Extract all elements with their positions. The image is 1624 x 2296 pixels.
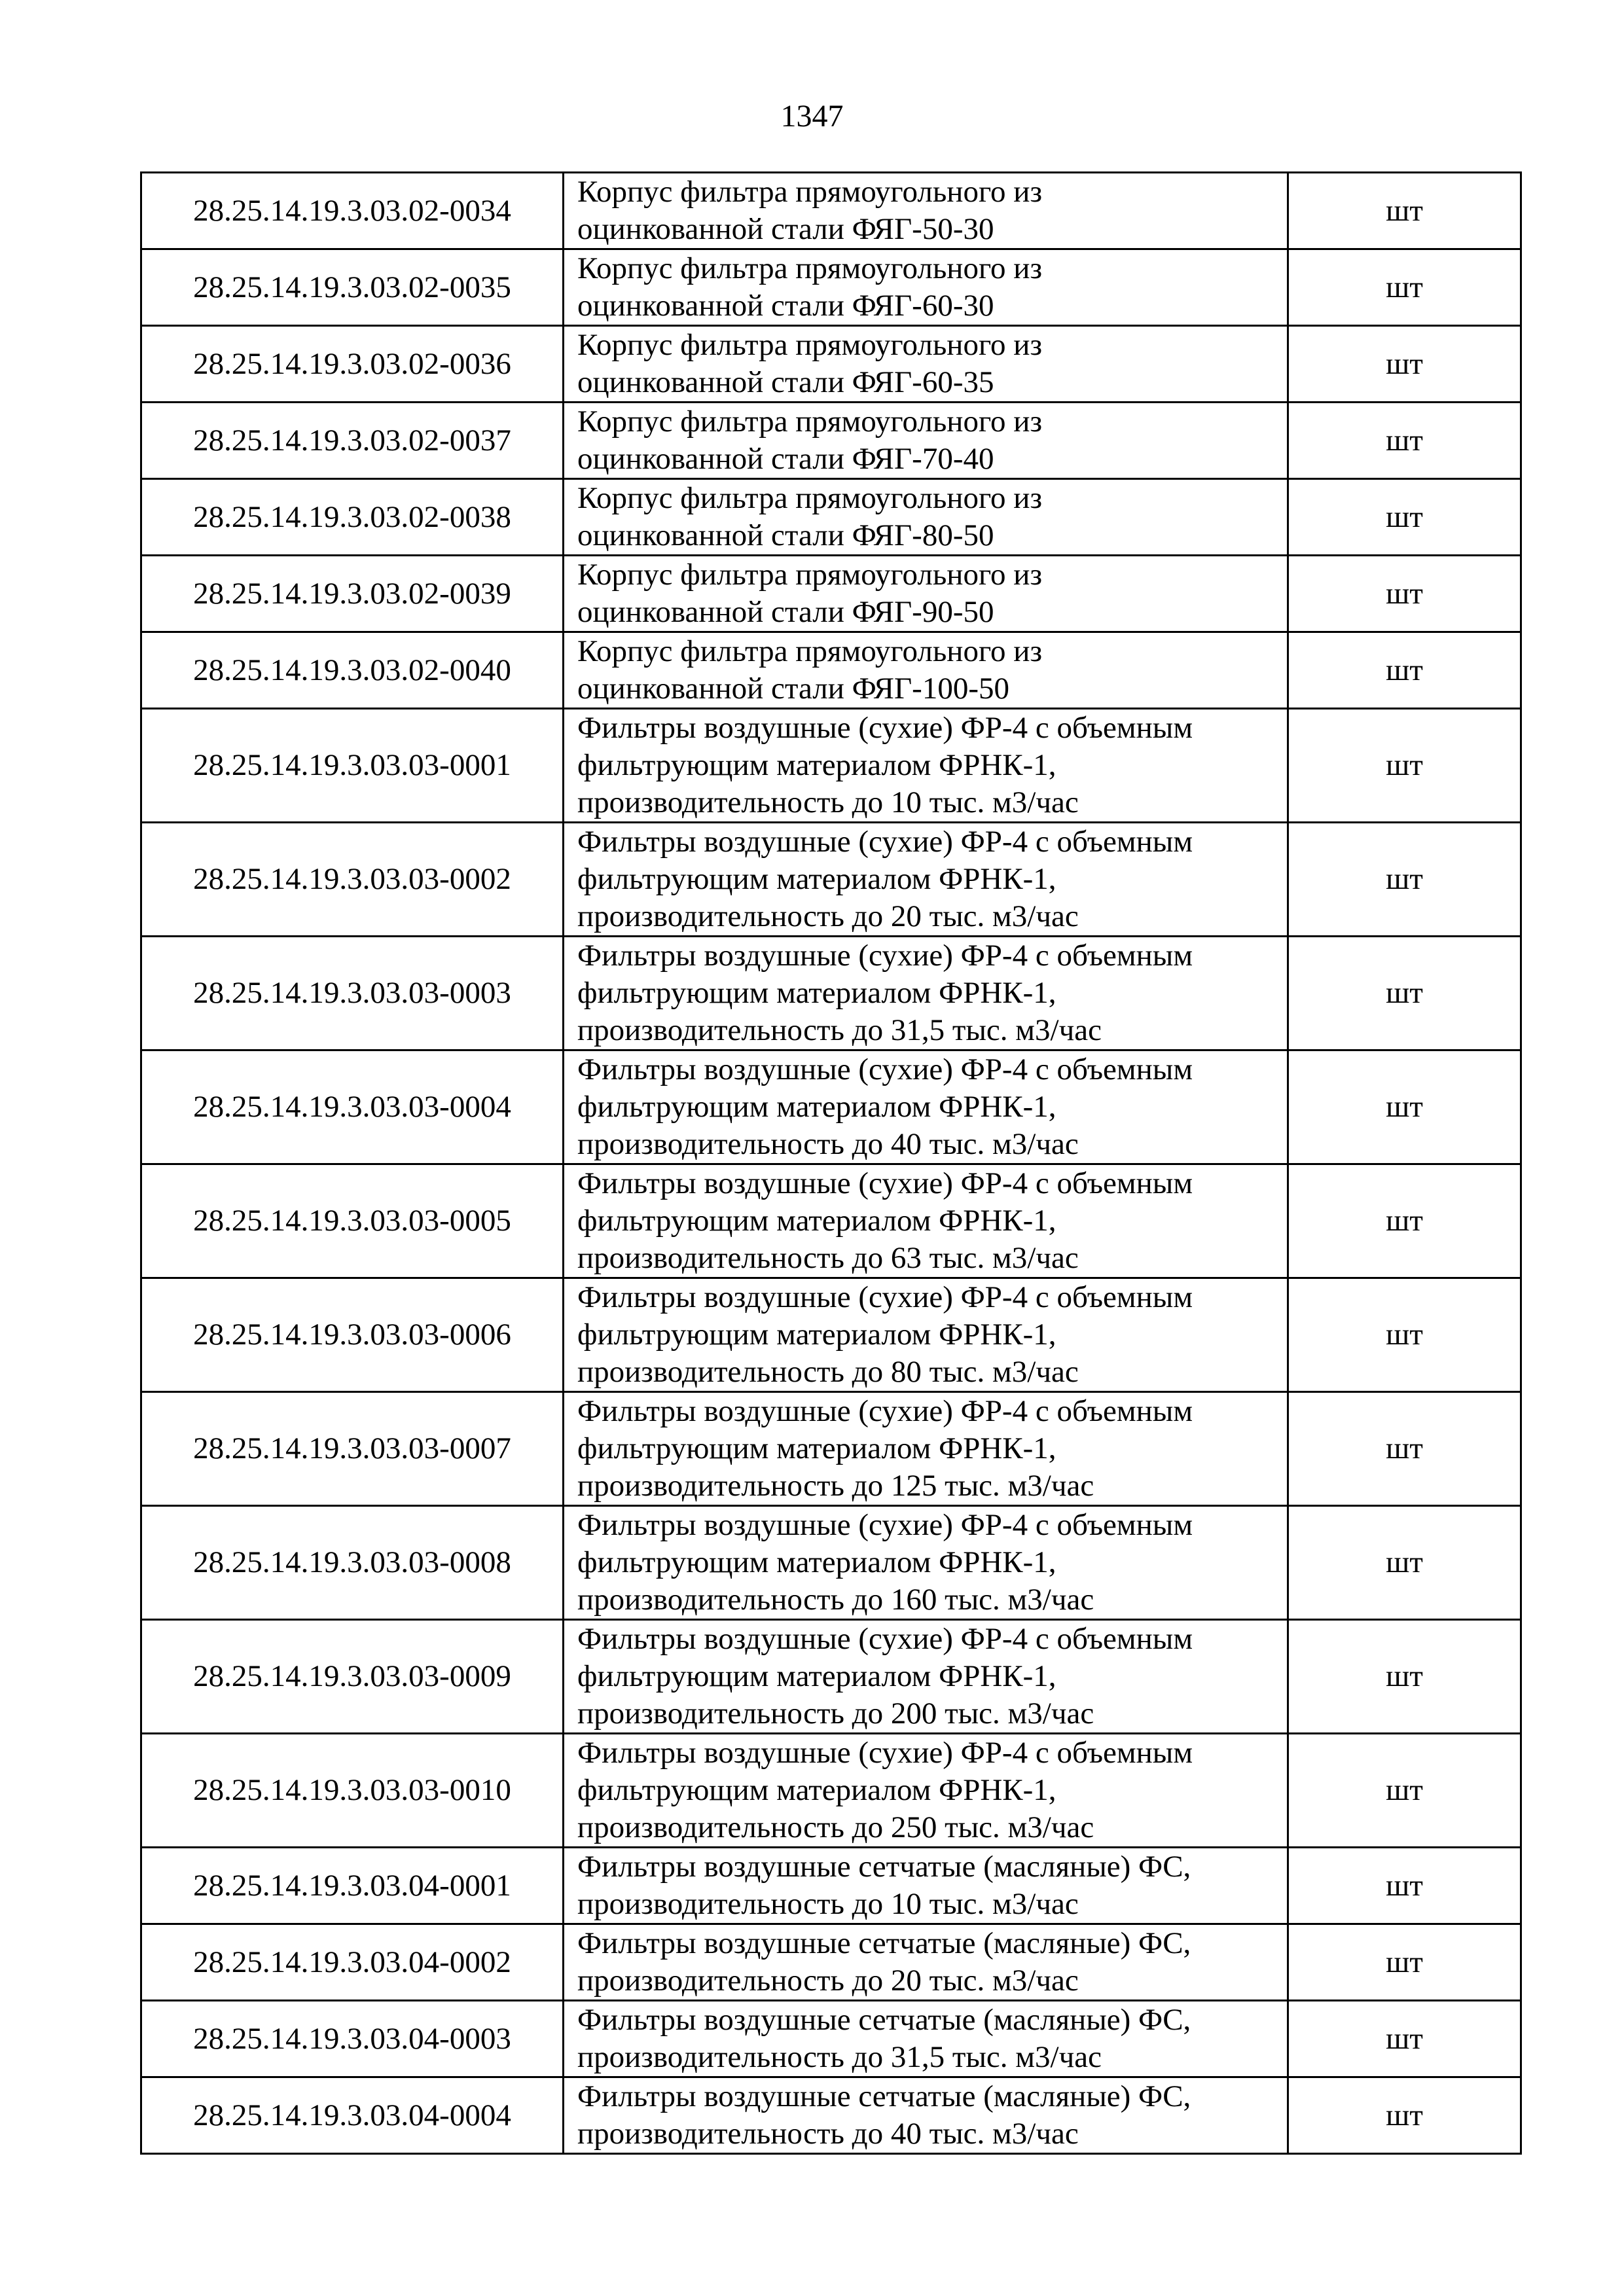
item-description-line: фильтрующим материалом ФРНК-1, [577,1659,1056,1693]
item-description-line: Фильтры воздушные (сухие) ФР-4 с объемным [577,1280,1193,1314]
item-description-line: производительность до 200 тыс. м3/час [577,1696,1094,1731]
item-description-line: Фильтры воздушные сетчатые (масляные) ФС, [577,1926,1191,1960]
item-code-cell: 28.25.14.19.3.03.04-0002 [141,1924,564,2001]
catalog-table-body [141,173,1521,2154]
table-row [141,249,1521,326]
item-unit-cell: шт [1288,249,1521,326]
item-description-cell [564,709,1288,823]
item-description-line: производительность до 20 тыс. м3/час [577,899,1079,933]
item-code-cell: 28.25.14.19.3.03.02-0036 [141,326,564,403]
item-code-cell: 28.25.14.19.3.03.02-0034 [141,173,564,249]
item-code-cell: 28.25.14.19.3.03.03-0002 [141,823,564,937]
item-description-line: фильтрующим материалом ФРНК-1, [577,748,1056,782]
item-description-line: Фильтры воздушные (сухие) ФР-4 с объемным [577,939,1193,973]
item-description-cell [564,1924,1288,2001]
item-description-line: производительность до 40 тыс. м3/час [577,1127,1079,1161]
item-code-cell: 28.25.14.19.3.03.02-0040 [141,632,564,709]
item-description-line: Фильтры воздушные сетчатые (масляные) ФС, [577,2079,1191,2113]
item-description-cell [564,249,1288,326]
table-row [141,1924,1521,2001]
item-description-line: Корпус фильтра прямоугольного из [577,328,1043,362]
item-unit-cell: шт [1288,632,1521,709]
table-row [141,403,1521,479]
item-description-line: фильтрующим материалом ФРНК-1, [577,976,1056,1010]
item-description-line: оцинкованной стали ФЯГ-60-30 [577,289,994,323]
item-description-line: фильтрующим материалом ФРНК-1, [577,1545,1056,1579]
item-description-line: фильтрующим материалом ФРНК-1, [577,1773,1056,1807]
item-description-line: Корпус фильтра прямоугольного из [577,251,1043,285]
item-description-line: производительность до 80 тыс. м3/час [577,1355,1079,1389]
item-code-cell: 28.25.14.19.3.03.04-0001 [141,1848,564,1924]
item-description-line: Фильтры воздушные (сухие) ФР-4 с объемным [577,1394,1193,1428]
item-description-line: фильтрующим материалом ФРНК-1, [577,862,1056,896]
page-number: 1347 [780,99,844,134]
table-row [141,1278,1521,1392]
item-description-line: Фильтры воздушные (сухие) ФР-4 с объемным [577,1052,1193,1086]
table-row [141,937,1521,1050]
item-description-cell [564,2077,1288,2154]
table-row [141,1392,1521,1506]
item-description-line: Фильтры воздушные (сухие) ФР-4 с объемным [577,1736,1193,1770]
item-description-cell [564,2001,1288,2077]
table-row [141,2001,1521,2077]
item-unit-cell: шт [1288,1278,1521,1392]
item-code-cell: 28.25.14.19.3.03.03-0005 [141,1164,564,1278]
item-code-cell: 28.25.14.19.3.03.03-0010 [141,1734,564,1848]
item-description-cell [564,1734,1288,1848]
item-unit-cell: шт [1288,1620,1521,1734]
item-unit-cell: шт [1288,709,1521,823]
item-description-line: фильтрующим материалом ФРНК-1, [577,1318,1056,1352]
item-unit-cell: шт [1288,1506,1521,1620]
item-description-cell [564,937,1288,1050]
item-description-line: производительность до 125 тыс. м3/час [577,1469,1094,1503]
item-code-cell: 28.25.14.19.3.03.04-0004 [141,2077,564,2154]
item-code-cell: 28.25.14.19.3.03.02-0038 [141,479,564,556]
item-unit-cell: шт [1288,1164,1521,1278]
table-row [141,1506,1521,1620]
item-description-line: производительность до 160 тыс. м3/час [577,1583,1094,1617]
item-unit-cell: шт [1288,479,1521,556]
item-description-cell [564,1506,1288,1620]
item-unit-cell: шт [1288,1924,1521,2001]
item-description-line: производительность до 31,5 тыс. м3/час [577,1013,1102,1047]
item-code-cell: 28.25.14.19.3.03.02-0037 [141,403,564,479]
item-description-line: оцинкованной стали ФЯГ-50-30 [577,212,994,246]
item-description-line: фильтрующим материалом ФРНК-1, [577,1204,1056,1238]
item-unit-cell: шт [1288,2001,1521,2077]
item-description-line: оцинкованной стали ФЯГ-70-40 [577,442,994,476]
item-description-line: Фильтры воздушные (сухие) ФР-4 с объемным [577,1166,1193,1200]
item-unit-cell: шт [1288,173,1521,249]
item-unit-cell: шт [1288,937,1521,1050]
item-code-cell: 28.25.14.19.3.03.04-0003 [141,2001,564,2077]
item-description-cell [564,1278,1288,1392]
item-description-line: Корпус фильтра прямоугольного из [577,481,1043,515]
item-description-cell [564,479,1288,556]
item-description-line: производительность до 250 тыс. м3/час [577,1810,1094,1844]
item-description-line: фильтрующим материалом ФРНК-1, [577,1431,1056,1465]
item-description-cell [564,632,1288,709]
item-unit-cell: шт [1288,403,1521,479]
item-description-cell [564,173,1288,249]
item-description-line: Корпус фильтра прямоугольного из [577,634,1043,668]
item-code-cell: 28.25.14.19.3.03.03-0009 [141,1620,564,1734]
item-unit-cell: шт [1288,1050,1521,1164]
item-description-cell [564,823,1288,937]
item-description-cell [564,1050,1288,1164]
table-row [141,479,1521,556]
item-code-cell: 28.25.14.19.3.03.03-0003 [141,937,564,1050]
item-description-line: производительность до 10 тыс. м3/час [577,785,1079,819]
item-code-cell: 28.25.14.19.3.03.02-0035 [141,249,564,326]
item-description-line: производительность до 20 тыс. м3/час [577,1964,1079,1998]
item-code-cell: 28.25.14.19.3.03.02-0039 [141,556,564,632]
item-code-cell: 28.25.14.19.3.03.03-0008 [141,1506,564,1620]
item-unit-cell: шт [1288,1734,1521,1848]
item-description-cell [564,1164,1288,1278]
item-description-line: Корпус фильтра прямоугольного из [577,558,1043,592]
catalog-table [140,171,1522,2155]
item-description-line: оцинкованной стали ФЯГ-60-35 [577,365,994,399]
table-row [141,326,1521,403]
table-row [141,1164,1521,1278]
item-description-line: Фильтры воздушные сетчатые (масляные) ФС, [577,1850,1191,1884]
table-row [141,173,1521,249]
item-description-line: производительность до 31,5 тыс. м3/час [577,2040,1102,2074]
item-description-line: производительность до 63 тыс. м3/час [577,1241,1079,1275]
item-description-cell [564,326,1288,403]
item-unit-cell: шт [1288,823,1521,937]
item-unit-cell: шт [1288,1848,1521,1924]
item-code-cell: 28.25.14.19.3.03.03-0007 [141,1392,564,1506]
item-unit-cell: шт [1288,556,1521,632]
item-description-line: фильтрующим материалом ФРНК-1, [577,1090,1056,1124]
item-description-line: Фильтры воздушные сетчатые (масляные) ФС, [577,2003,1191,2037]
item-description-line: Фильтры воздушные (сухие) ФР-4 с объемным [577,825,1193,859]
table-row [141,2077,1521,2154]
table-row [141,632,1521,709]
item-description-line: Корпус фильтра прямоугольного из [577,175,1043,209]
table-row [141,709,1521,823]
item-description-cell [564,1848,1288,1924]
item-unit-cell: шт [1288,326,1521,403]
item-description-line: Фильтры воздушные (сухие) ФР-4 с объемным [577,1508,1193,1542]
table-row [141,1734,1521,1848]
item-description-cell [564,1392,1288,1506]
item-description-line: оцинкованной стали ФЯГ-90-50 [577,595,994,629]
item-description-line: производительность до 40 тыс. м3/час [577,2117,1079,2151]
item-description-cell [564,1620,1288,1734]
item-code-cell: 28.25.14.19.3.03.03-0004 [141,1050,564,1164]
item-description-line: Фильтры воздушные (сухие) ФР-4 с объемным [577,1622,1193,1656]
item-description-cell [564,556,1288,632]
item-unit-cell: шт [1288,1392,1521,1506]
table-row [141,1848,1521,1924]
item-description-line: Корпус фильтра прямоугольного из [577,404,1043,439]
item-description-cell [564,403,1288,479]
table-row [141,556,1521,632]
item-description-line: производительность до 10 тыс. м3/час [577,1887,1079,1921]
table-row [141,1050,1521,1164]
item-unit-cell: шт [1288,2077,1521,2154]
item-description-line: оцинкованной стали ФЯГ-100-50 [577,672,1009,706]
table-row [141,1620,1521,1734]
item-code-cell: 28.25.14.19.3.03.03-0001 [141,709,564,823]
item-description-line: оцинкованной стали ФЯГ-80-50 [577,518,994,552]
item-code-cell: 28.25.14.19.3.03.03-0006 [141,1278,564,1392]
item-description-line: Фильтры воздушные (сухие) ФР-4 с объемным [577,711,1193,745]
table-row [141,823,1521,937]
